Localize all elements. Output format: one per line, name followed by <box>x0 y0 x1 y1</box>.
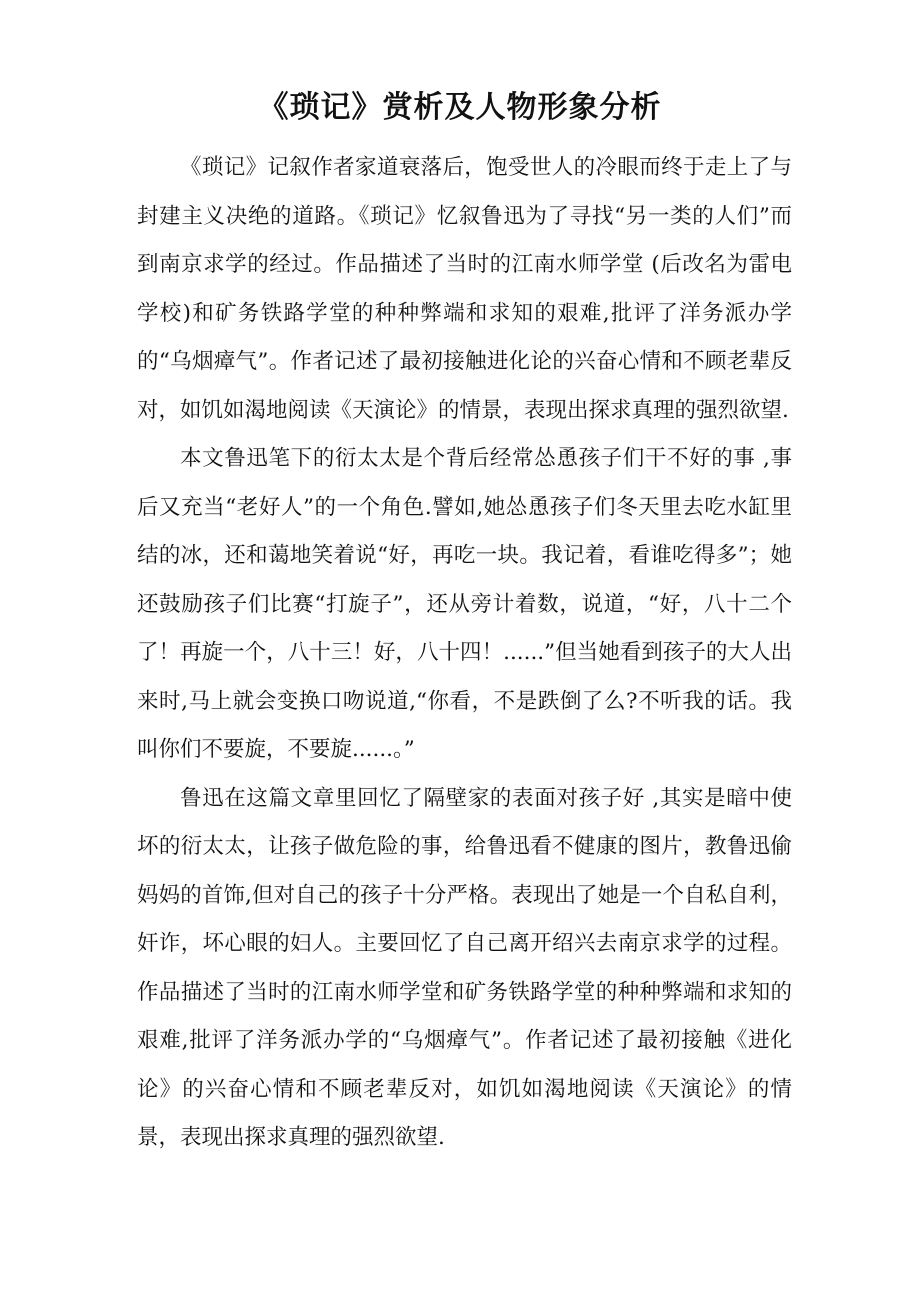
document-body <box>137 144 792 1163</box>
paragraph-1: 《琐记》记叙作者家道衰落后，饱受世人的冷眼而终于走上了与封建主义决绝的道路。《琐记》忆叙鲁迅为了寻找“另一类的人们”而到南京求学的经过。作品描述了当时的江南水师学堂 (后改名为雷电学校)和矿务铁路学堂的种种弊端和求知的艰难,批评了洋务派办学的“乌烟瘴气”。作者记述了最初接触进化论的兴奋心情和不顾老辈反对，如饥如渴地阅读《天演论》的情景，表现出探求真理的强烈欲望. <box>137 155 792 423</box>
document-title: 《琐记》赏析及人物形象分析 <box>258 90 662 125</box>
paragraph-3: 鲁迅在这篇文章里回忆了隔壁家的表面对孩子好 ,其实是暗中使坏的衍太太，让孩子做危险的事，给鲁迅看不健康的图片，教鲁迅偷妈妈的首饰,但对自己的孩子十分严格。表现出了她是一个自私自利，奸诈，坏心眼的妇人。主要回忆了自己离开绍兴去南京求学的过程。作品描述了当时的江南水师学堂和矿务铁路学堂的种种弊端和求知的艰难,批评了洋务派办学的“乌烟瘴气”。作者记述了最初接触《进化论》的兴奋心情和不顾老辈反对，如饥如渴地阅读《天演论》的情景，表现出探求真理的强烈欲望. <box>137 785 792 1150</box>
paragraph-2: 本文鲁迅笔下的衍太太是个背后经常怂恿孩子们干不好的事 ,事后又充当“老好人”的一个角色.譬如,她怂恿孩子们冬天里去吃水缸里结的冰，还和蔼地笑着说“好，再吃一块。我记着，看谁吃得多”；她还鼓励孩子们比赛“打旋子”，还从旁计着数，说道，“好，八十二个了！再旋一个，八十三！好，八十四！......”但当她看到孩子的大人出来时,马上就会变换口吻说道,“你看，不是跌倒了么?不听我的话。我叫你们不要旋，不要旋......。” <box>137 446 792 762</box>
